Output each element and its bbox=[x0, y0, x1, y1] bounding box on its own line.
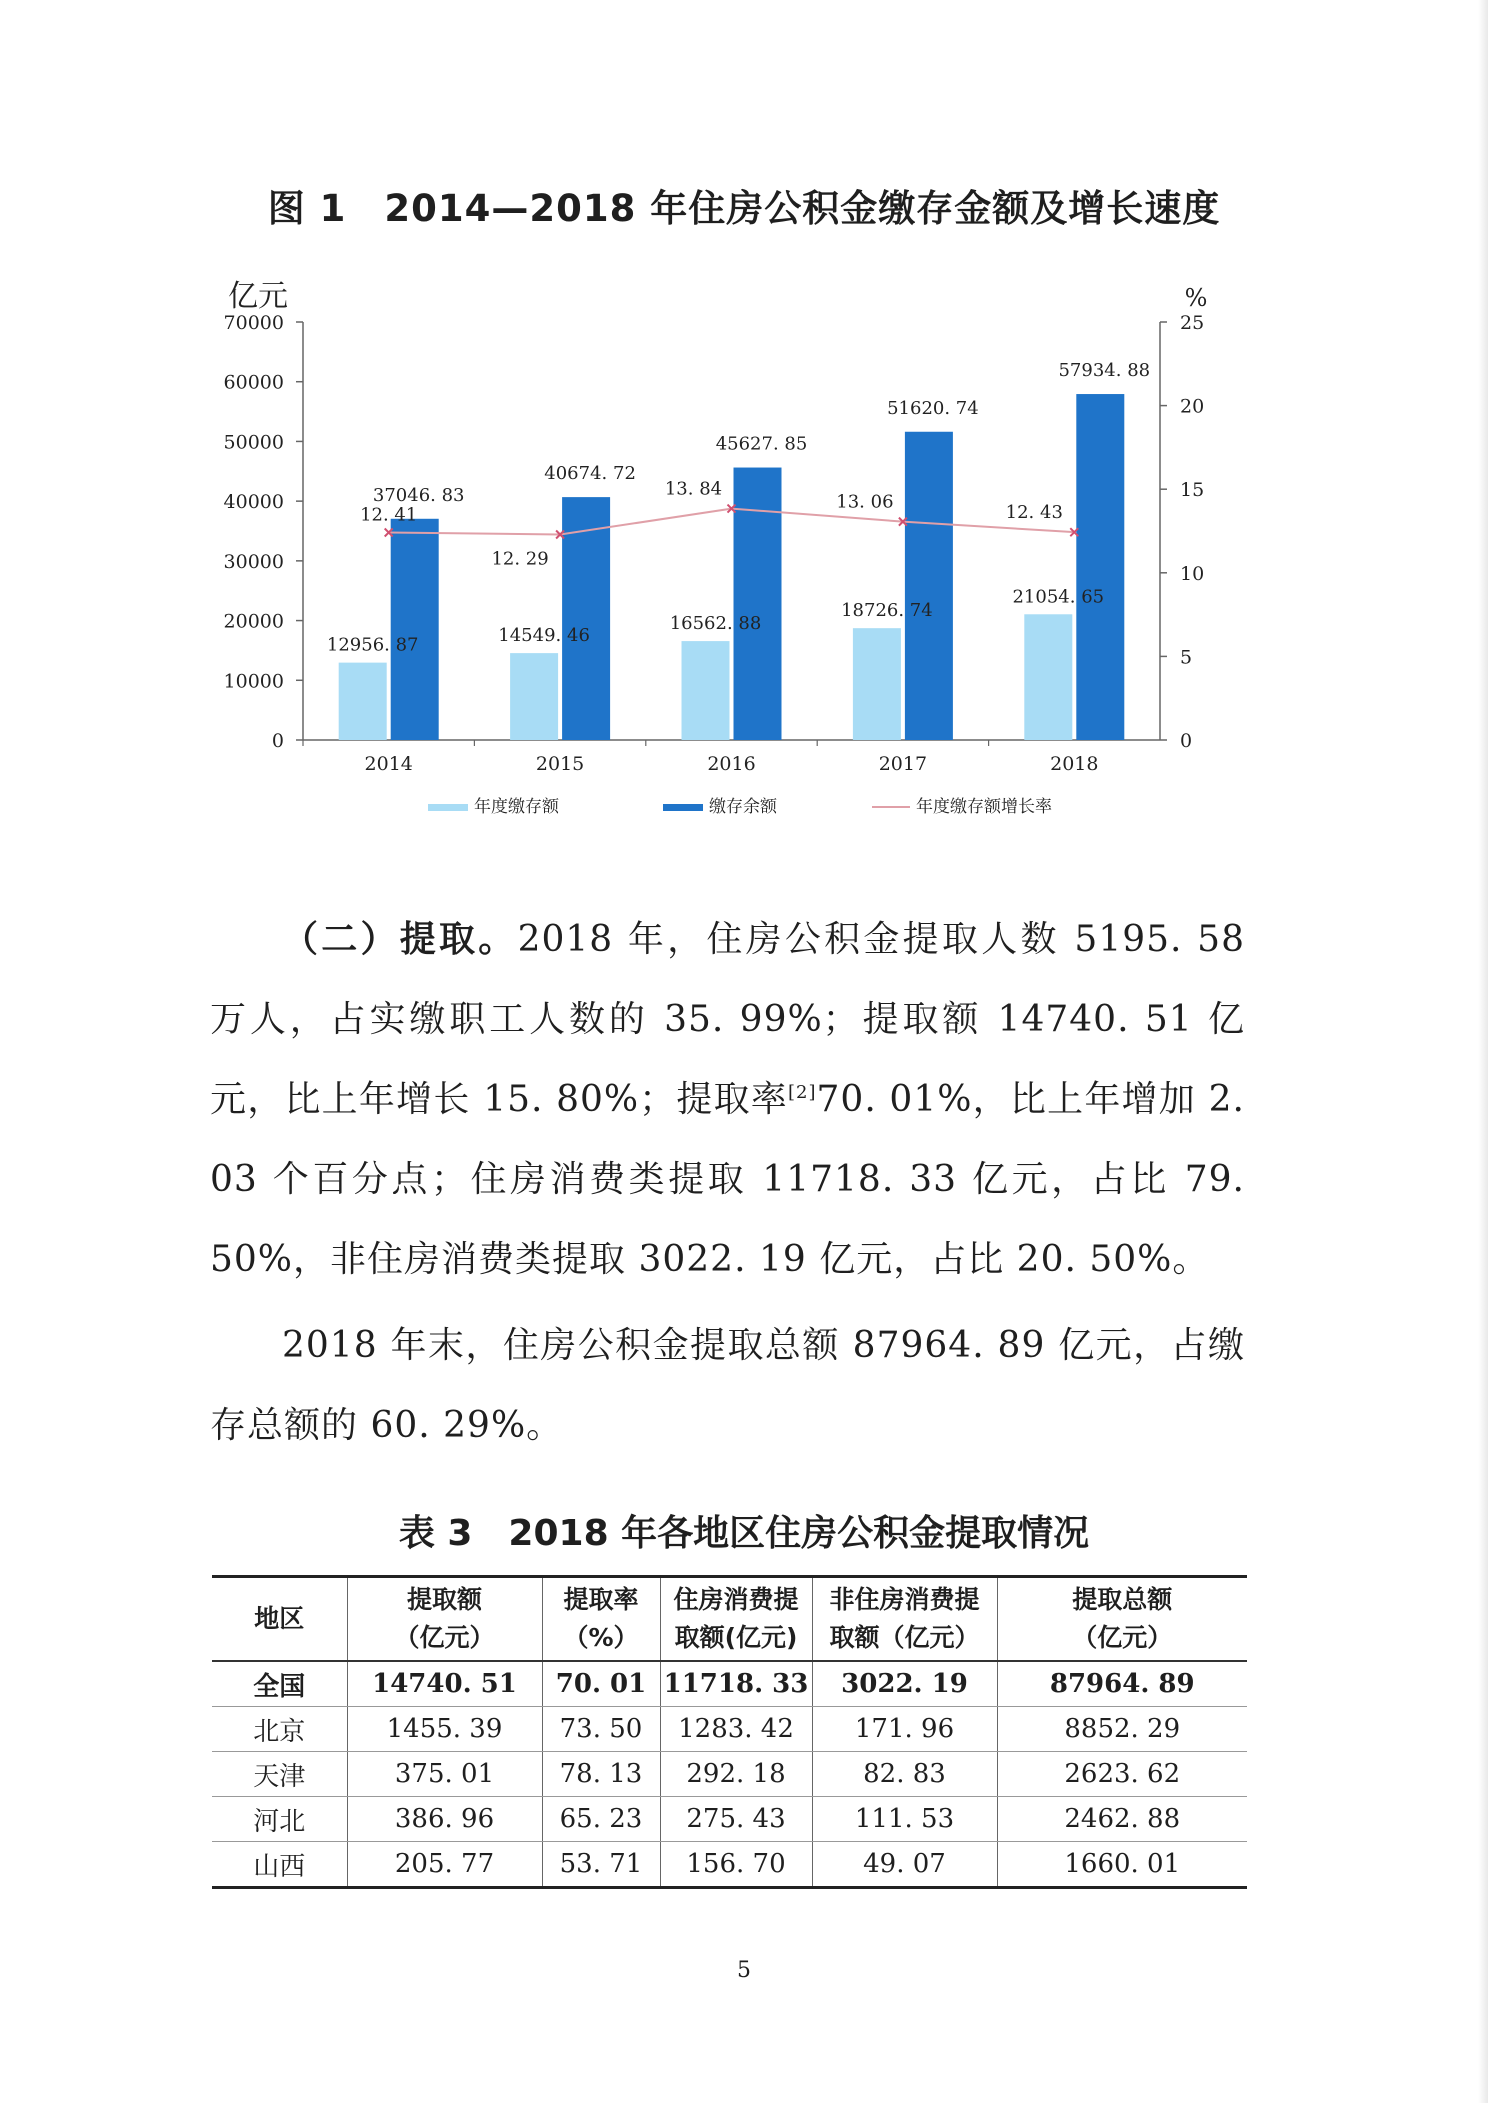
bar-annual-deposit bbox=[510, 653, 558, 740]
cell-region: 河北 bbox=[212, 1797, 347, 1842]
y-axis-right-label: % bbox=[1184, 284, 1208, 312]
bar-annual-deposit bbox=[339, 663, 387, 740]
data-label-annual-deposit: 16562. 88 bbox=[669, 613, 762, 635]
data-label-annual-deposit: 14549. 46 bbox=[498, 625, 590, 647]
y-tick-label-left: 50000 bbox=[223, 431, 284, 454]
table-cell: 386. 96 bbox=[347, 1797, 542, 1842]
table-cell: 2623. 62 bbox=[997, 1752, 1247, 1797]
x-tick-label: 2014 bbox=[364, 753, 413, 775]
y-tick-label-right: 25 bbox=[1180, 312, 1205, 334]
table-cell: 1283. 42 bbox=[660, 1707, 812, 1752]
y-tick-label-right: 20 bbox=[1180, 395, 1205, 418]
cell-region: 北京 bbox=[212, 1707, 347, 1752]
y-tick-label-left: 0 bbox=[271, 730, 284, 752]
x-tick-label: 2016 bbox=[707, 753, 756, 775]
table-cell: 87964. 89 bbox=[997, 1661, 1247, 1707]
data-label-deposit-balance: 37046. 83 bbox=[372, 484, 465, 506]
table-cell: 1660. 01 bbox=[997, 1842, 1247, 1888]
table-row bbox=[212, 1797, 1247, 1842]
bar-deposit-balance bbox=[1076, 394, 1124, 740]
data-label-growth-rate: 12. 43 bbox=[1005, 502, 1063, 524]
y-tick-label-left: 30000 bbox=[223, 550, 284, 573]
legend-label-growth-rate: 年度缴存额增长率 bbox=[916, 797, 1052, 817]
data-label-annual-deposit: 18726. 74 bbox=[841, 600, 933, 622]
section-lead: （二）提取。 bbox=[282, 919, 518, 960]
table-cell: 8852. 29 bbox=[997, 1707, 1247, 1752]
y-tick-label-left: 40000 bbox=[223, 491, 284, 514]
paragraph-text-b: 70. 01%，比上年增加 2. 03 个百分点；住房消费类提取 11718. 33 亿元，占比 79. 50%，非住房消费类提取 3022. 19 亿元，占比 20. 50%。 bbox=[210, 1079, 1245, 1280]
table-cell: 1455. 39 bbox=[347, 1707, 542, 1752]
x-tick-label: 2015 bbox=[535, 753, 585, 775]
footnote-ref: [2] bbox=[788, 1082, 817, 1103]
bar-deposit-balance bbox=[391, 519, 439, 740]
y-tick-label-right: 0 bbox=[1180, 730, 1193, 752]
table-cell: 70. 01 bbox=[542, 1661, 660, 1707]
table-cell: 14740. 51 bbox=[347, 1661, 542, 1707]
table-cell: 2462. 88 bbox=[997, 1797, 1247, 1842]
table-row bbox=[212, 1661, 1247, 1707]
cell-region: 天津 bbox=[212, 1752, 347, 1797]
table-row bbox=[212, 1707, 1247, 1752]
data-label-annual-deposit: 12956. 87 bbox=[326, 634, 419, 656]
y-axis-left-label: 亿元 bbox=[228, 279, 288, 314]
legend-swatch-annual-deposit bbox=[428, 804, 468, 811]
y-tick-label-left: 10000 bbox=[223, 670, 284, 693]
table-cell: 78. 13 bbox=[542, 1752, 660, 1797]
data-label-deposit-balance: 45627. 85 bbox=[715, 433, 808, 455]
paragraph-text-a: 2018 年，住房公积金提取人数 5195. 58 万人，占实缴职工人数的 35. 99%；提取额 14740. 51 亿元，比上年增长 15. 80%；提取率 bbox=[210, 919, 1245, 1120]
data-label-growth-rate: 13. 06 bbox=[836, 491, 894, 513]
table-cell: 53. 71 bbox=[542, 1842, 660, 1888]
table-cell: 49. 07 bbox=[812, 1842, 997, 1888]
table-cell: 73. 50 bbox=[542, 1707, 660, 1752]
line-growth-rate bbox=[389, 509, 1075, 535]
table-cell: 205. 77 bbox=[347, 1842, 542, 1888]
y-tick-label-left: 20000 bbox=[223, 610, 284, 633]
bar-annual-deposit bbox=[853, 628, 901, 740]
legend-label-annual-deposit: 年度缴存额 bbox=[474, 797, 559, 817]
header-rate: 提取率 （%） bbox=[542, 1577, 660, 1662]
y-tick-label-right: 5 bbox=[1180, 646, 1193, 669]
table-cell: 275. 43 bbox=[660, 1797, 812, 1842]
y-tick-label-right: 10 bbox=[1180, 562, 1205, 585]
header-housing: 住房消费提 取额(亿元) bbox=[660, 1577, 812, 1662]
y-tick-label-left: 60000 bbox=[223, 371, 284, 394]
table-row bbox=[212, 1842, 1247, 1888]
x-tick-label: 2018 bbox=[1050, 753, 1099, 775]
deposit-chart bbox=[0, 270, 1488, 830]
bar-annual-deposit bbox=[1024, 614, 1072, 740]
table-row bbox=[212, 1752, 1247, 1797]
cell-region: 全国 bbox=[212, 1661, 347, 1707]
legend-label-deposit-balance: 缴存余额 bbox=[709, 797, 777, 817]
bar-annual-deposit bbox=[682, 641, 730, 740]
table-cell: 375. 01 bbox=[347, 1752, 542, 1797]
table-header-row bbox=[212, 1577, 1247, 1662]
y-tick-label-right: 15 bbox=[1180, 479, 1205, 502]
header-region: 地区 bbox=[212, 1577, 347, 1662]
data-label-deposit-balance: 51620. 74 bbox=[887, 397, 979, 419]
header-nonhousing: 非住房消费提 取额（亿元） bbox=[812, 1577, 997, 1662]
data-label-deposit-balance: 40674. 72 bbox=[544, 463, 636, 485]
table-title: 表 3 2018 年各地区住房公积金提取情况 bbox=[398, 1513, 1090, 1554]
withdrawal-table bbox=[212, 1575, 1247, 1889]
cell-region: 山西 bbox=[212, 1842, 347, 1888]
data-label-annual-deposit: 21054. 65 bbox=[1012, 586, 1105, 608]
bar-deposit-balance bbox=[905, 432, 953, 740]
data-label-growth-rate: 12. 29 bbox=[491, 548, 549, 570]
y-tick-label-left: 70000 bbox=[223, 312, 284, 334]
x-tick-label: 2017 bbox=[878, 753, 928, 775]
table-cell: 156. 70 bbox=[660, 1842, 812, 1888]
paragraph-total: 2018 年末，住房公积金提取总额 87964. 89 亿元，占缴存总额的 60. 29%。 bbox=[210, 1325, 1245, 1446]
page-number: 5 bbox=[737, 1958, 751, 1983]
data-label-growth-rate: 13. 84 bbox=[664, 478, 723, 500]
table-cell: 111. 53 bbox=[812, 1797, 997, 1842]
table-cell: 292. 18 bbox=[660, 1752, 812, 1797]
figure-title: 图 1 2014—2018 年住房公积金缴存金额及增长速度 bbox=[267, 187, 1221, 230]
table-cell: 171. 96 bbox=[812, 1707, 997, 1752]
table-cell: 65. 23 bbox=[542, 1797, 660, 1842]
paragraph-withdrawal bbox=[210, 900, 1245, 1300]
legend-swatch-deposit-balance bbox=[663, 804, 703, 811]
table-cell: 3022. 19 bbox=[812, 1661, 997, 1707]
table-cell: 11718. 33 bbox=[660, 1661, 812, 1707]
data-label-growth-rate: 12. 41 bbox=[360, 504, 418, 526]
header-total: 提取总额 （亿元） bbox=[997, 1577, 1247, 1662]
header-amount: 提取额 （亿元） bbox=[347, 1577, 542, 1662]
data-label-deposit-balance: 57934. 88 bbox=[1058, 360, 1151, 382]
table-cell: 82. 83 bbox=[812, 1752, 997, 1797]
